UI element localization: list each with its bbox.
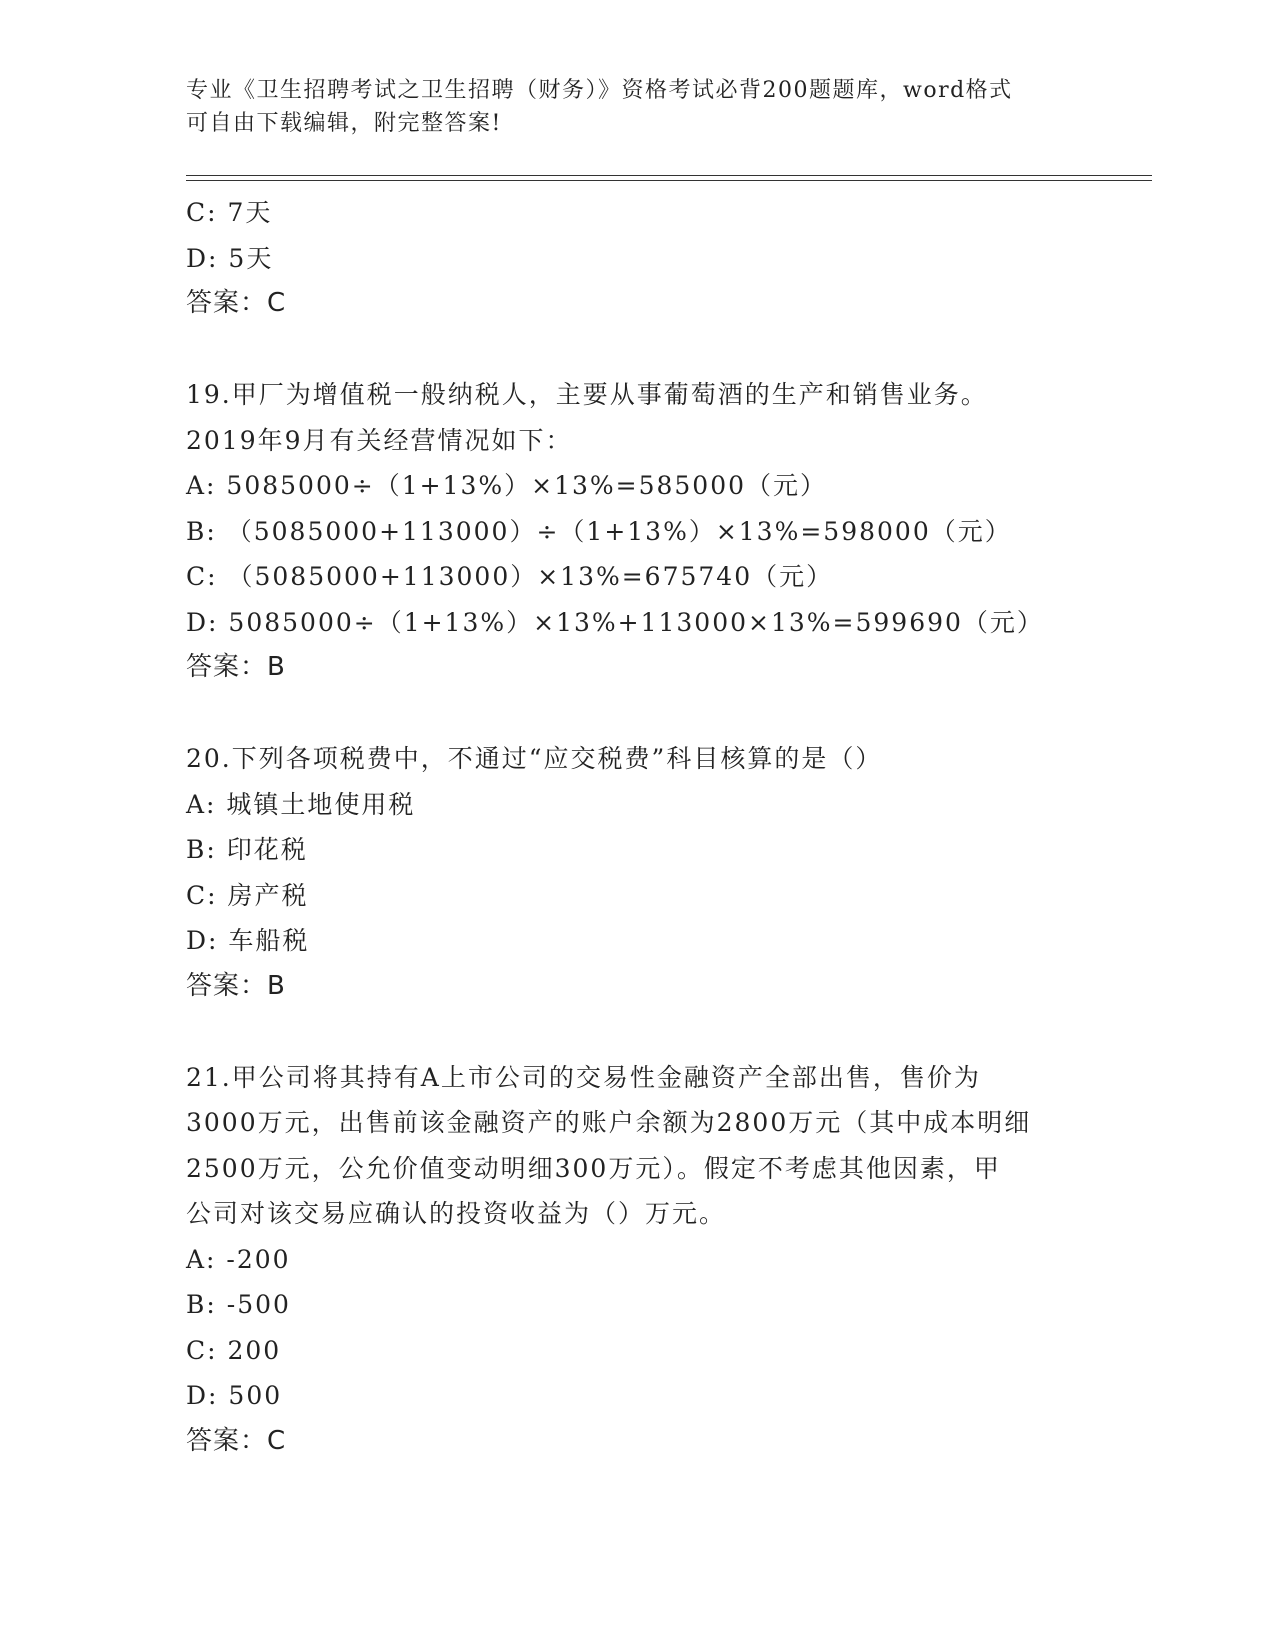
q21-answer: 答案：C <box>186 1425 287 1456</box>
question-21 <box>186 1055 1086 1465</box>
spacer <box>186 327 1086 373</box>
q19-answer: 答案：B <box>186 652 286 682</box>
q18-answer: 答案：C <box>186 288 287 318</box>
header-divider-top <box>186 175 1152 176</box>
page-header <box>186 74 1086 140</box>
q21-stem-line-1: 21.甲公司将其持有A上市公司的交易性金融资产全部出售，售价为 <box>186 1062 981 1092</box>
q18-option-d: D: 5天 <box>186 243 274 273</box>
question-20 <box>186 736 1086 1009</box>
q21-option-d: D: 500 <box>186 1381 283 1410</box>
q19-option-c: C: （5085000+113000）×13%=675740（元） <box>186 562 834 591</box>
q21-option-b: B: -500 <box>186 1290 291 1319</box>
q19-option-b: B: （5085000+113000）÷（1+13%）×13%=598000（元） <box>186 516 1012 546</box>
q20-stem: 20.下列各项税费中，不通过“应交税费”科目核算的是（） <box>186 744 883 773</box>
q20-option-c: C: 房产税 <box>186 880 309 910</box>
question-content <box>186 190 1086 1464</box>
header-divider-bottom <box>186 180 1152 181</box>
question-19 <box>186 372 1086 691</box>
q20-option-d: D: 车船税 <box>186 926 310 955</box>
q20-option-a: A: 城镇土地使用税 <box>186 789 416 819</box>
q20-answer: 答案：B <box>186 970 286 1001</box>
q19-stem-line-2: 2019年9月有关经营情况如下： <box>186 425 573 455</box>
q21-option-a: A: -200 <box>186 1244 291 1274</box>
spacer <box>186 691 1086 737</box>
header-title-line-2: 可自由下载编辑，附完整答案! <box>186 111 502 136</box>
q18-option-c: C: 7天 <box>186 198 273 227</box>
q21-stem-line-3: 2500万元，公允价值变动明细300万元）。假定不考虑其他因素，甲 <box>186 1153 1001 1183</box>
q20-option-b: B: 印花税 <box>186 835 308 864</box>
q21-stem-line-4: 公司对该交易应确认的投资收益为（）万元。 <box>186 1199 727 1228</box>
q21-stem-line-2: 3000万元，出售前该金融资产的账户余额为2800万元（其中成本明细 <box>186 1108 1032 1137</box>
q19-option-a: A: 5085000÷（1+13%）×13%=585000（元） <box>186 471 828 500</box>
spacer <box>186 1009 1086 1055</box>
question-18 <box>186 190 1086 327</box>
header-title-line-1: 专业《卫生招聘考试之卫生招聘（财务）》资格考试必背200题题库，word格式 <box>186 78 1013 103</box>
q19-option-d: D: 5085000÷（1+13%）×13%+113000×13%=599690（元） <box>186 607 1044 637</box>
q21-option-c: C: 200 <box>186 1335 282 1365</box>
q19-stem-line-1: 19.甲厂为增值税一般纳税人，主要从事葡萄酒的生产和销售业务。 <box>186 380 988 409</box>
